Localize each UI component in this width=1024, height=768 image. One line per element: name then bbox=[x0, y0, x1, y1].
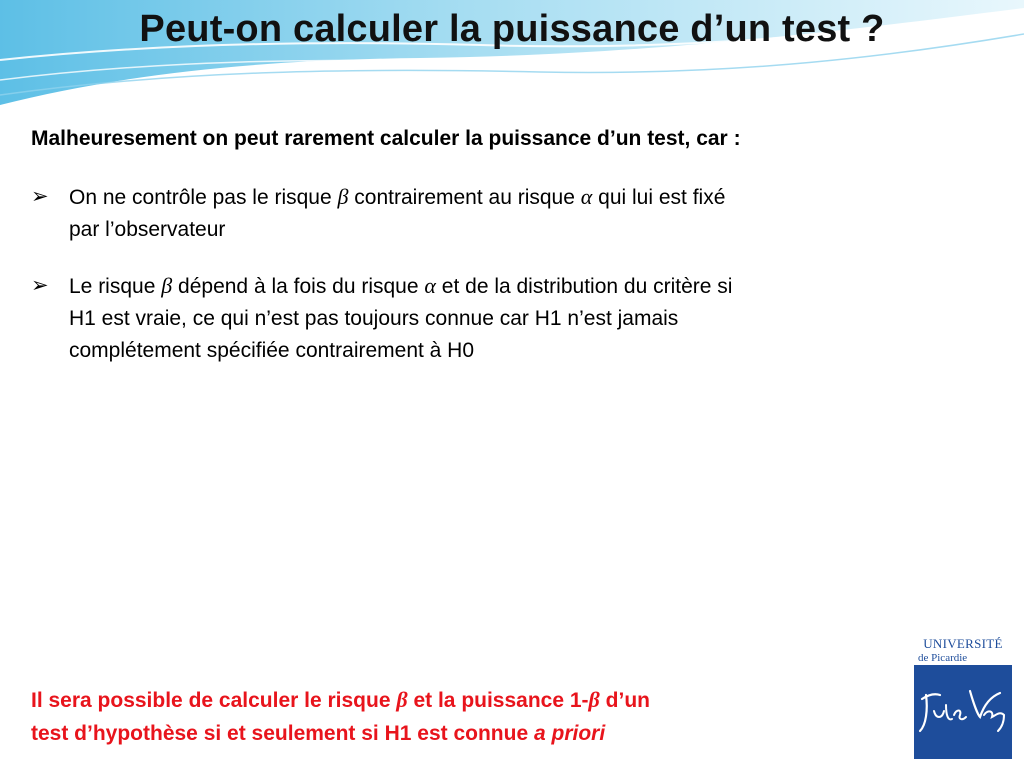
beta-symbol: β bbox=[396, 687, 408, 712]
intro-text: Malheuresement on peut rarement calculer la puissance d’un test, car : bbox=[31, 127, 741, 150]
beta-symbol: β bbox=[337, 184, 349, 209]
conclusion-text: Il sera possible de calculer le risque β et la puissance 1-β d’un test d’hypothèse si et seulement si H1 est connue a priori bbox=[31, 687, 650, 745]
beta-symbol: β bbox=[161, 273, 173, 298]
alpha-symbol: α bbox=[580, 184, 593, 209]
bullet-text: On ne contrôle pas le risque β contrairement au risque α qui lui est fixé par l’observateur bbox=[69, 184, 726, 241]
bullet-text: Le risque β dépend à la fois du risque α et de la distribution du critère si H1 est vraie, ce qui n’est pas toujours connue car H1 n’est jamais complétement spécifiée contrairement à H0 bbox=[69, 273, 733, 362]
logo-university-text: UNIVERSITÉ bbox=[923, 636, 1003, 651]
beta-symbol: β bbox=[588, 687, 600, 712]
a-priori-italic: a priori bbox=[533, 722, 606, 745]
arrow-bullet-icon: ➢ bbox=[31, 185, 49, 208]
bullet-item bbox=[31, 270, 991, 367]
alpha-symbol: α bbox=[424, 273, 436, 298]
jules-verne-signature-icon bbox=[914, 665, 1012, 759]
slide-title: Peut-on calculer la puissance d’un test ? bbox=[139, 8, 885, 50]
university-logo bbox=[910, 637, 1016, 761]
logo-picardie-text: de Picardie bbox=[918, 652, 968, 664]
logo-signature-box bbox=[914, 665, 1012, 759]
arrow-bullet-icon: ➢ bbox=[31, 274, 49, 297]
bullet-item bbox=[31, 181, 991, 246]
